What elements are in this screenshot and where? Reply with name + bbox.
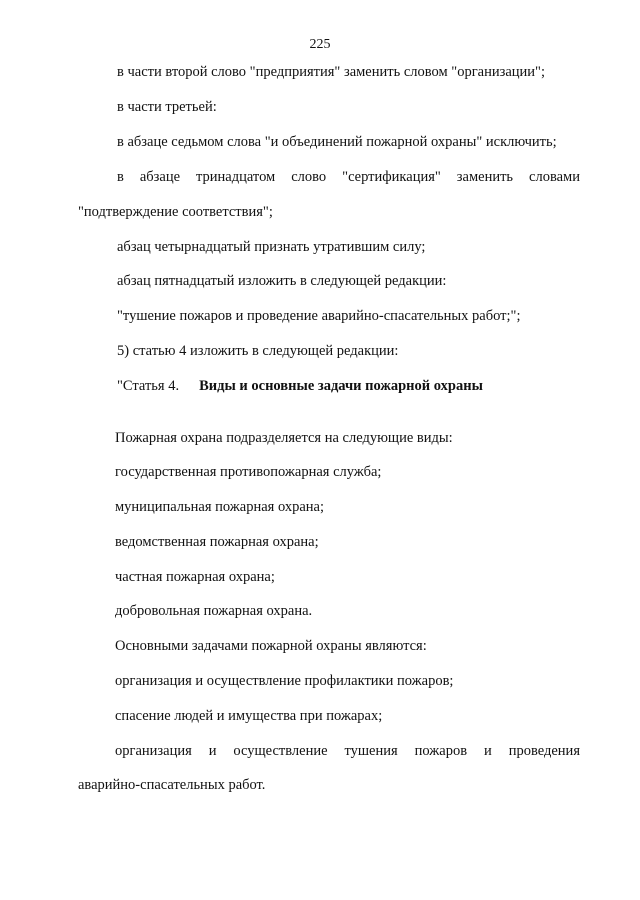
amendment-line-1: в части второй слово "предприятия" заменить словом "организации";: [117, 64, 545, 80]
task-item-3b: аварийно-спасательных работ.: [78, 777, 266, 793]
task-item-1: организация и осуществление профилактики пожаров;: [115, 673, 454, 689]
amendment-line-5: абзац четырнадцатый признать утратившим силу;: [117, 239, 426, 255]
type-item-3: ведомственная пожарная охрана;: [115, 534, 319, 550]
article-title: Виды и основные задачи пожарной охраны: [199, 378, 483, 394]
task-item-3a: организация и осуществление тушения пожаров и проведения: [115, 743, 580, 759]
article-heading: [117, 377, 483, 395]
amendment-line-7: "тушение пожаров и проведение аварийно-спасательных работ;";: [117, 308, 521, 324]
type-item-2: муниципальная пожарная охрана;: [115, 499, 325, 515]
page-number: 225: [309, 37, 331, 52]
tasks-intro: Основными задачами пожарной охраны являются:: [115, 638, 427, 654]
amendment-line-3: в абзаце седьмом слова "и объединений пожарной охраны" исключить;: [117, 134, 557, 150]
type-item-4: частная пожарная охрана;: [115, 569, 275, 585]
type-item-1: государственная противопожарная служба;: [115, 464, 382, 480]
amendment-line-8: 5) статью 4 изложить в следующей редакции:: [117, 343, 399, 359]
article-label: "Статья 4.: [117, 378, 180, 394]
types-intro: Пожарная охрана подразделяется на следующие виды:: [115, 430, 453, 446]
amendment-line-4b: "подтверждение соответствия";: [78, 204, 273, 220]
amendment-line-2: в части третьей:: [117, 99, 217, 115]
amendment-line-6: абзац пятнадцатый изложить в следующей редакции:: [117, 273, 447, 289]
task-item-2: спасение людей и имущества при пожарах;: [115, 708, 383, 724]
type-item-5: добровольная пожарная охрана.: [115, 603, 313, 619]
amendment-line-4a: в абзаце тринадцатом слово "сертификация" заменить словами: [117, 169, 580, 185]
